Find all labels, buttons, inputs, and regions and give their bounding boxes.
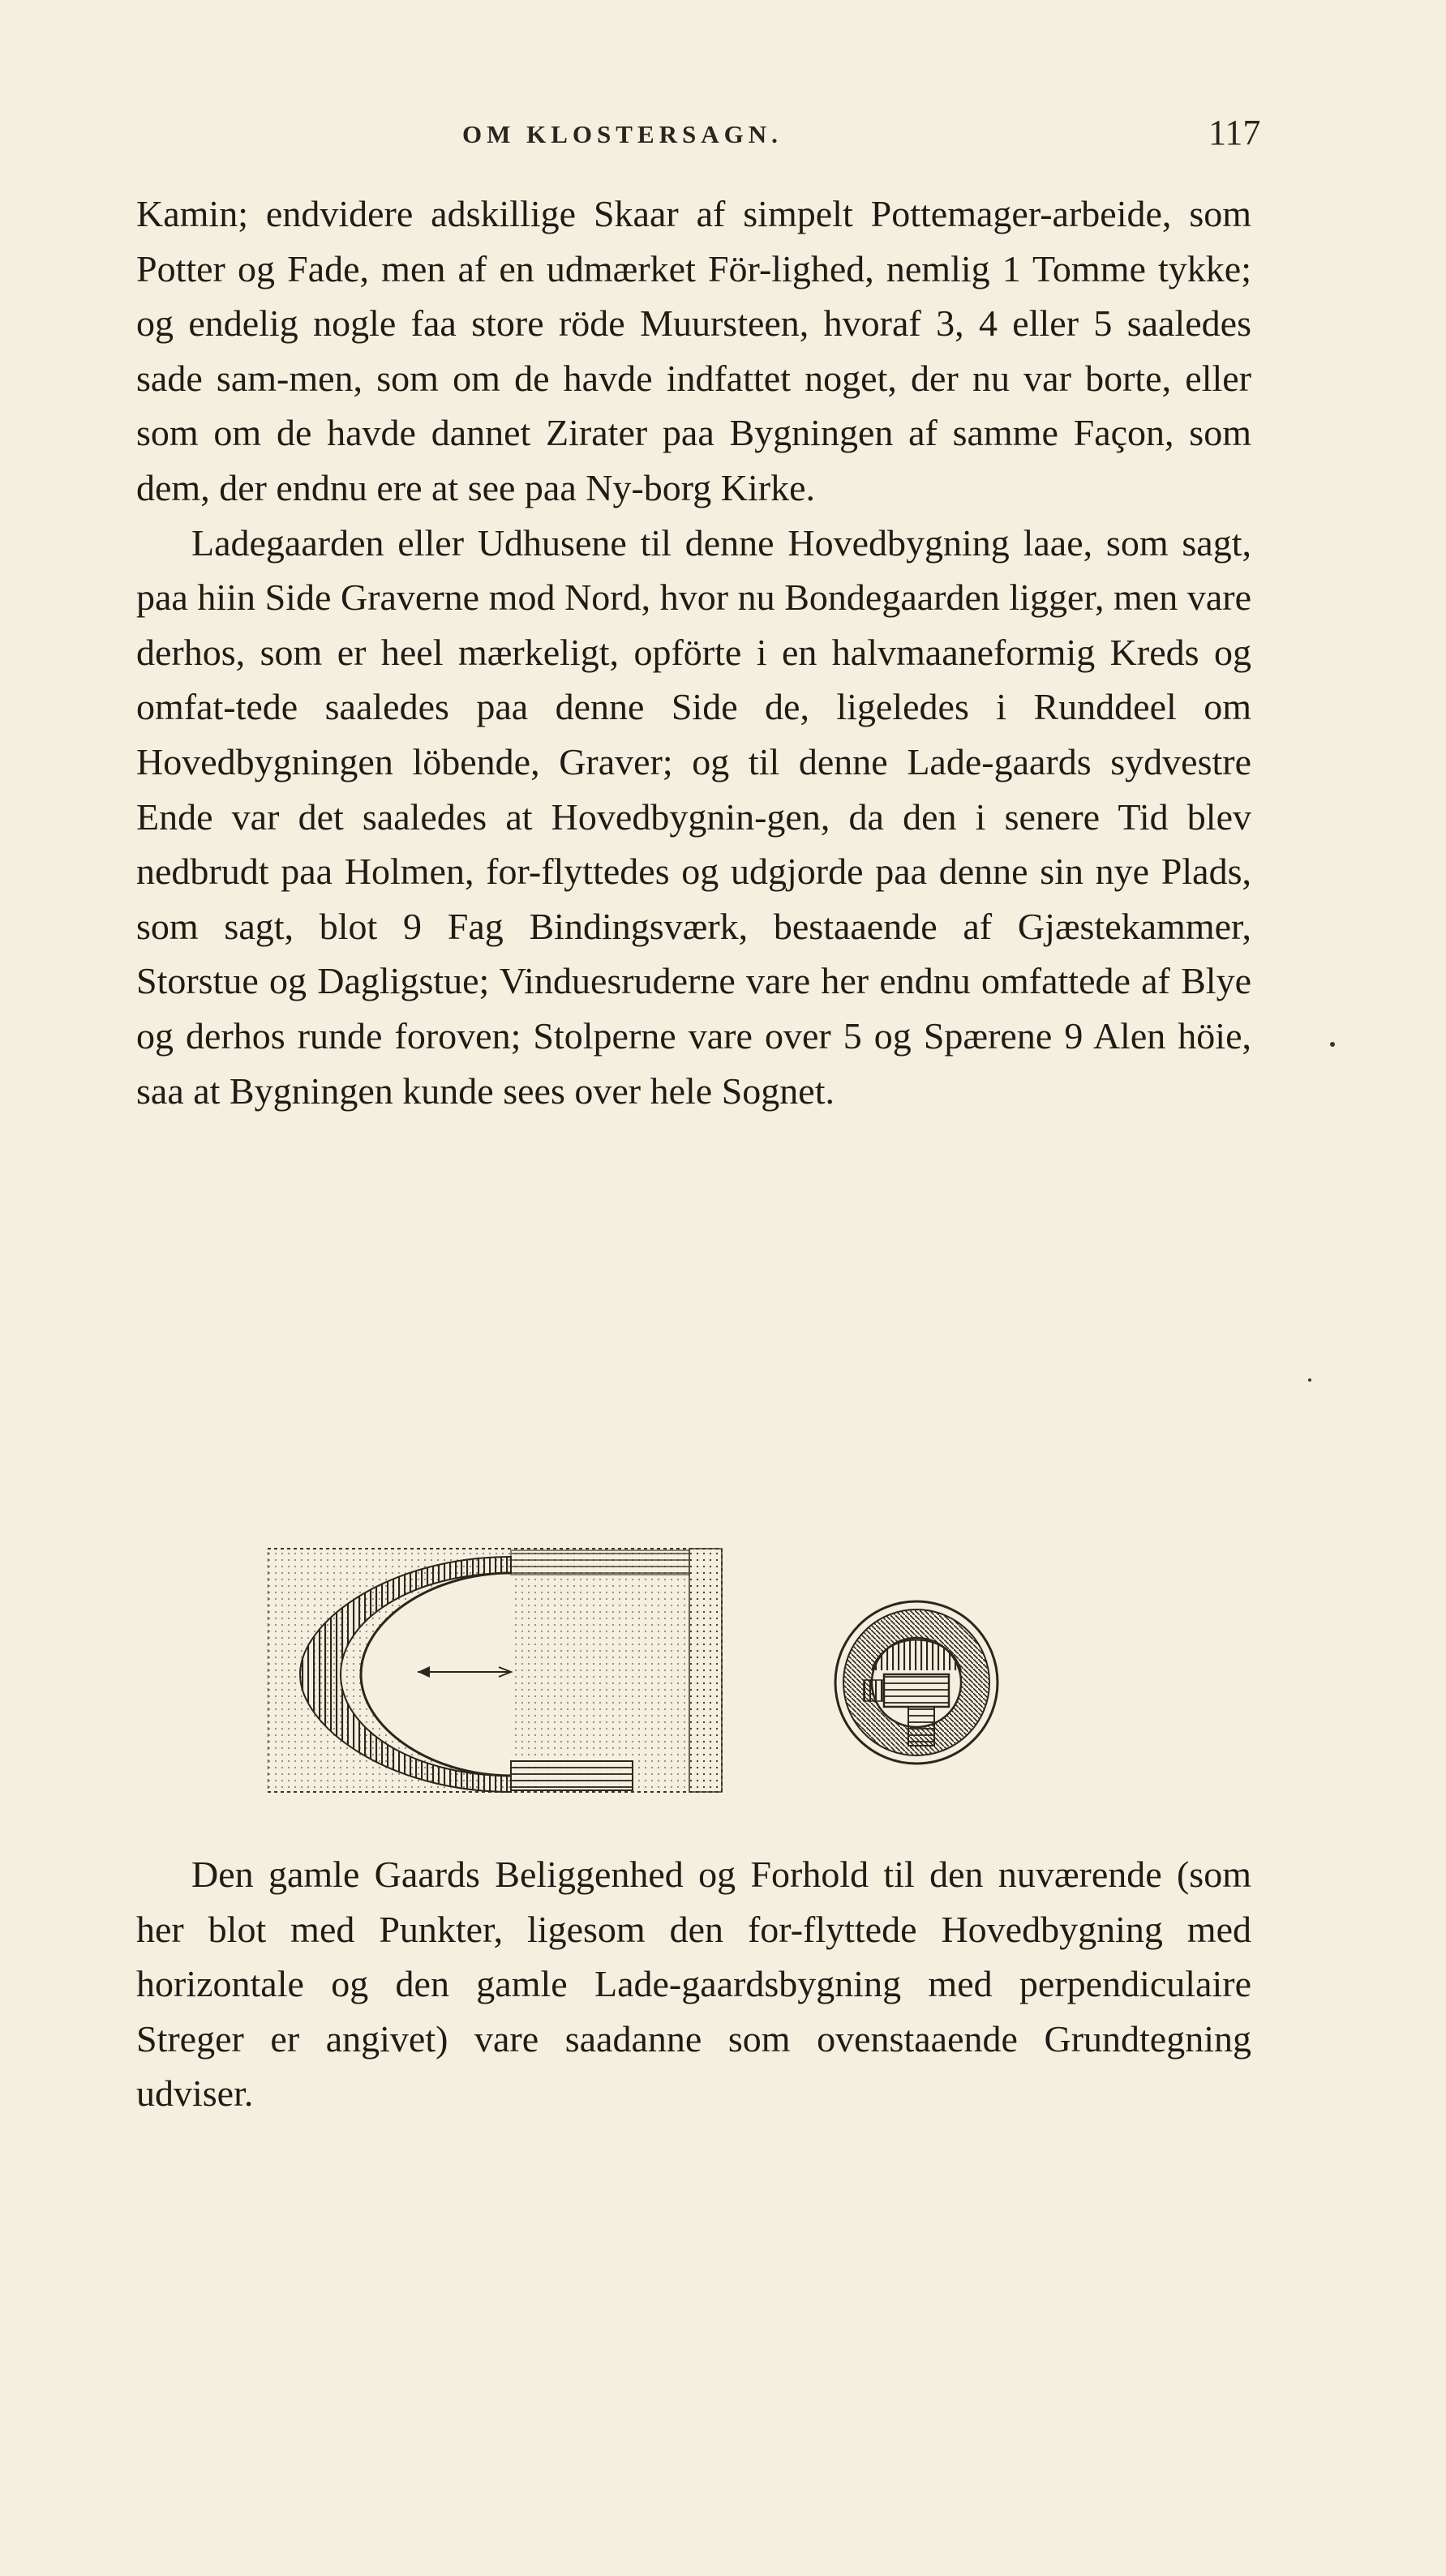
page-number: 117 xyxy=(1208,113,1261,152)
upper-text xyxy=(136,186,1251,1118)
paragraph-continuation: Kamin; endvidere adskillige Skaar af simpelt Pottemager-arbeide, som Potter og Fade, men af en udmærket För-lighed, nemlig 1 Tomme tykke; og endelig nogle faa store röde Muursteen, hvoraf 3, 4 eller 5 saaledes sade sam-men, som om de havde indfattet noget, der nu var borte, eller som om de havde dannet Zirater paa Bygningen af samme Façon, som dem, der endnu ere at see paa Ny-borg Kirke. xyxy=(136,193,1251,508)
present-plan xyxy=(835,1601,998,1764)
paragraph-figure-explanation: Den gamle Gaards Beliggenhed og Forhold til den nuværende (som her blot med Punkter, ligesom den for-flyttede Hovedbygning med horizontale og den gamle Lade-gaardsbygning med perpendiculaire Streger er angivet) vare saadanne som ovenstaaende Grundtegning udviser. xyxy=(136,1854,1251,2115)
caption-text xyxy=(136,1847,1251,2121)
print-speck xyxy=(1330,1042,1335,1047)
old-farm-plan xyxy=(268,1549,722,1792)
paragraph-ladegaarden: Ladegaarden eller Udhusene til denne Hovedbygning laae, som sagt, paa hiin Side Graverne mod Nord, hvor nu Bondegaarden ligger, men vare derhos, som er heel mærkeligt, opförte i en halvmaaneformig Kreds og omfat-tede saaledes paa denne Side de, ligeledes i Runddeel om Hovedbygningen löbende, Graver; og til denne Lade-gaards sydvestre Ende var det saaledes at Hovedbygnin-gen, da den i senere Tid blev nedbrudt paa Holmen, for-flyttedes og udgjorde paa denne sin nye Plads, som sagt, blot 9 Fag Bindingsværk, bestaaende af Gjæstekammer, Storstue og Dagligstue; Vinduesruderne vare her endnu omfattede af Blye og derhos runde foroven; Stolperne vare over 5 og Spærene 9 Alen höie, saa at Bygningen kunde sees over hele Sognet. xyxy=(136,521,1251,1112)
running-head: OM KLOSTERSAGN. xyxy=(462,120,783,148)
print-speck xyxy=(1308,1378,1311,1382)
ground-plan-figure xyxy=(268,1532,1208,1800)
